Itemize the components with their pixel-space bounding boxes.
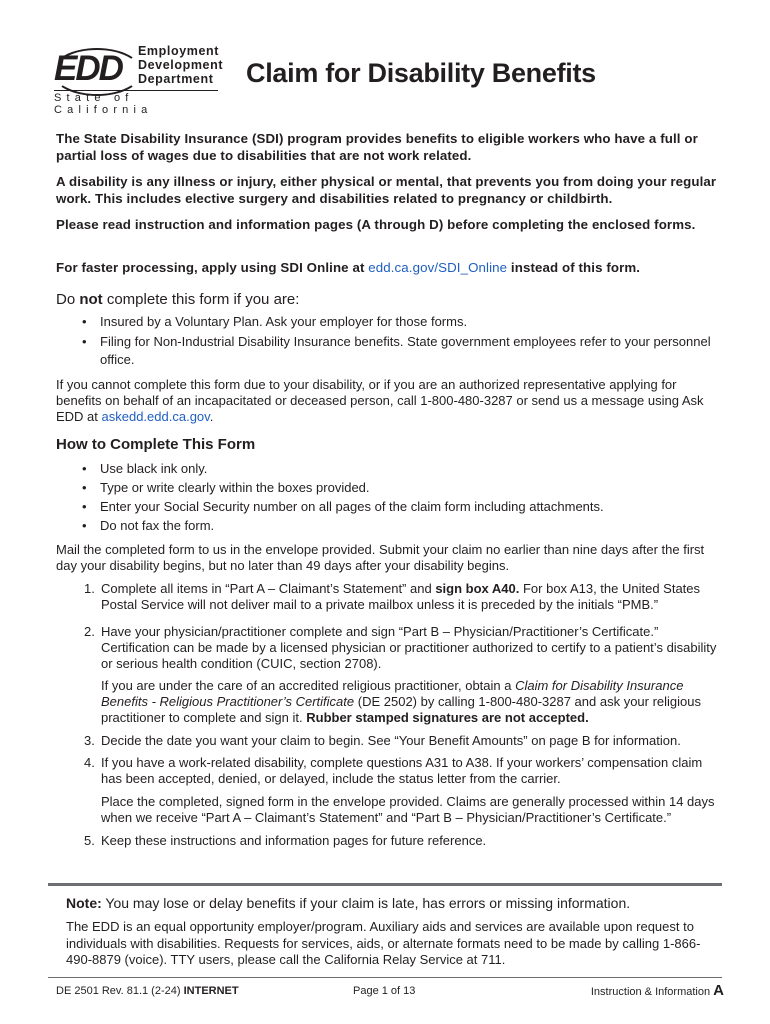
list-item: • Insured by a Voluntary Plan. Ask your employer for those forms. xyxy=(56,313,721,331)
text: If you cannot complete this form due to your disability, or if you are an authorized representative applying for benefits on behalf of an incapacitated or deceased person, call 1-800-480-3287 or send us a message using Ask EDD at xyxy=(56,377,704,424)
step-4-place: Place the completed, signed form in the envelope provided. Claims are generally processed within 14 days when we receive “Part A – Claimant’s Statement” and “Part B – Physician/Practitioner’s Certificate.” xyxy=(101,794,715,825)
text-bold: not xyxy=(79,291,103,308)
divider xyxy=(48,883,722,886)
step-3 xyxy=(56,733,721,749)
note-text: You may lose or delay benefits if your claim is late, has errors or missing information. xyxy=(101,895,631,911)
text: complete this form if you are: xyxy=(102,291,300,308)
text: (DE 2502) by calling 1-800-480-3287 and ask your religious practitioner to complete and sign it. xyxy=(101,694,702,725)
cannot-complete-paragraph xyxy=(56,377,721,425)
text: If you have a work-related disability, complete questions A31 to A38. If your workers’ compensation claim has been accepted, denied, or delayed, include the status letter from the carrier. xyxy=(101,755,703,786)
list-item: • Filing for Non-Industrial Disability Insurance benefits. State government employees refer to your personnel office. xyxy=(56,333,721,369)
faster-text: For faster processing, apply using SDI Online at xyxy=(56,260,369,275)
faster-text-end: instead of this form. xyxy=(507,260,641,275)
list-item: • Enter your Social Security number on all pages of the claim form including attachments. xyxy=(56,497,721,516)
step-number: 3. xyxy=(84,733,95,748)
section-letter: A xyxy=(713,982,724,999)
step-1 xyxy=(56,581,721,613)
mail-paragraph: Mail the completed form to us in the envelope provided. Submit your claim no earlier than nine days after the first day your disability begins, but no later than 49 days after your disability begins. xyxy=(56,542,705,573)
text: Have your physician/practitioner complete and sign “Part B – Physician/Practitioner’s Certificate.” Certification can be made by a licensed physician or practitioner authorized to certify to a patient’s disability or serious health condition (CUIC, section 2708). xyxy=(101,624,717,671)
how-heading: How to Complete This Form xyxy=(56,436,256,453)
text: DE 2501 Rev. 81.1 (2-24) xyxy=(56,985,184,997)
sdi-online-link[interactable]: edd.ca.gov/SDI_Online xyxy=(368,260,508,275)
logo-state: State of California xyxy=(54,90,218,116)
text-bold: INTERNET xyxy=(183,985,239,997)
text: For box A13, the United States Postal Service will not deliver mail to a private mailbox unless it is preceded by the initials “PMB.” xyxy=(101,581,701,612)
text-bold: sign box A40. xyxy=(435,581,520,596)
step-5 xyxy=(56,833,721,849)
intro-paragraph: Please read instruction and information pages (A through D) before completing the enclosed forms. xyxy=(56,217,696,232)
edd-logo xyxy=(52,44,224,116)
note-label: Note: xyxy=(66,895,102,911)
eeo-statement: The EDD is an equal opportunity employer/program. Auxiliary aids and services are available upon request to individuals with disabilities. Requests for services, aids, or alternate formats need to be made by calling 1-866-490-8879 (voice). TTY users, please call the California Relay Service at 711. xyxy=(66,919,701,967)
text: Instruction & Information xyxy=(590,986,714,998)
step-number: 2. xyxy=(84,624,95,639)
divider xyxy=(48,977,722,978)
text: . xyxy=(209,409,214,424)
text: If you are under the care of an accredited religious practitioner, obtain a xyxy=(101,678,516,693)
text-italic: Claim for Disability Insurance Benefits - Religious Practitioner’s Certificate xyxy=(101,678,684,709)
page-number: Page 1 of 13 xyxy=(353,985,416,997)
text: Complete all items in “Part A – Claimant’s Statement” and xyxy=(101,581,436,596)
note xyxy=(66,895,731,912)
logo-dept-line: Department xyxy=(138,72,214,86)
logo-abbr: EDD xyxy=(54,49,122,88)
logo-dept xyxy=(138,44,223,86)
do-not-heading xyxy=(56,291,721,308)
text-bold: Rubber stamped signatures are not accepted. xyxy=(306,710,589,725)
list-item: • Use black ink only. xyxy=(56,459,721,478)
page-title: Claim for Disability Benefits xyxy=(246,58,596,88)
step-2 xyxy=(56,624,721,672)
logo-dept-line: Employment xyxy=(138,44,220,58)
intro-paragraph: The State Disability Insurance (SDI) program provides benefits to eligible workers who have a full or partial loss of wages due to disabilities that are not work related. xyxy=(56,131,698,163)
steps-list xyxy=(56,581,721,849)
do-not-list xyxy=(56,313,721,369)
list-item: • Type or write clearly within the boxes provided. xyxy=(56,478,721,497)
text: Decide the date you want your claim to begin. See “Your Benefit Amounts” on page B for information. xyxy=(101,733,681,748)
faster-processing xyxy=(56,259,721,276)
text: Do xyxy=(56,291,80,308)
text: Keep these instructions and information pages for future reference. xyxy=(101,833,487,848)
step-number: 5. xyxy=(84,833,95,848)
list-item: • Do not fax the form. xyxy=(56,516,721,535)
section-label xyxy=(591,982,724,999)
step-2-religious xyxy=(56,678,721,726)
form-number xyxy=(56,985,239,997)
askedd-link[interactable]: askedd.edd.ca.gov xyxy=(101,409,210,424)
step-number: 4. xyxy=(84,755,95,770)
logo-dept-line: Development xyxy=(138,58,224,72)
how-list xyxy=(56,459,721,535)
step-4 xyxy=(56,755,721,787)
step-number: 1. xyxy=(84,581,95,596)
intro-paragraph: A disability is any illness or injury, either physical or mental, that prevents you from doing your regular work. This includes elective surgery and disabilities related to pregnancy or childbirth. xyxy=(56,174,717,206)
